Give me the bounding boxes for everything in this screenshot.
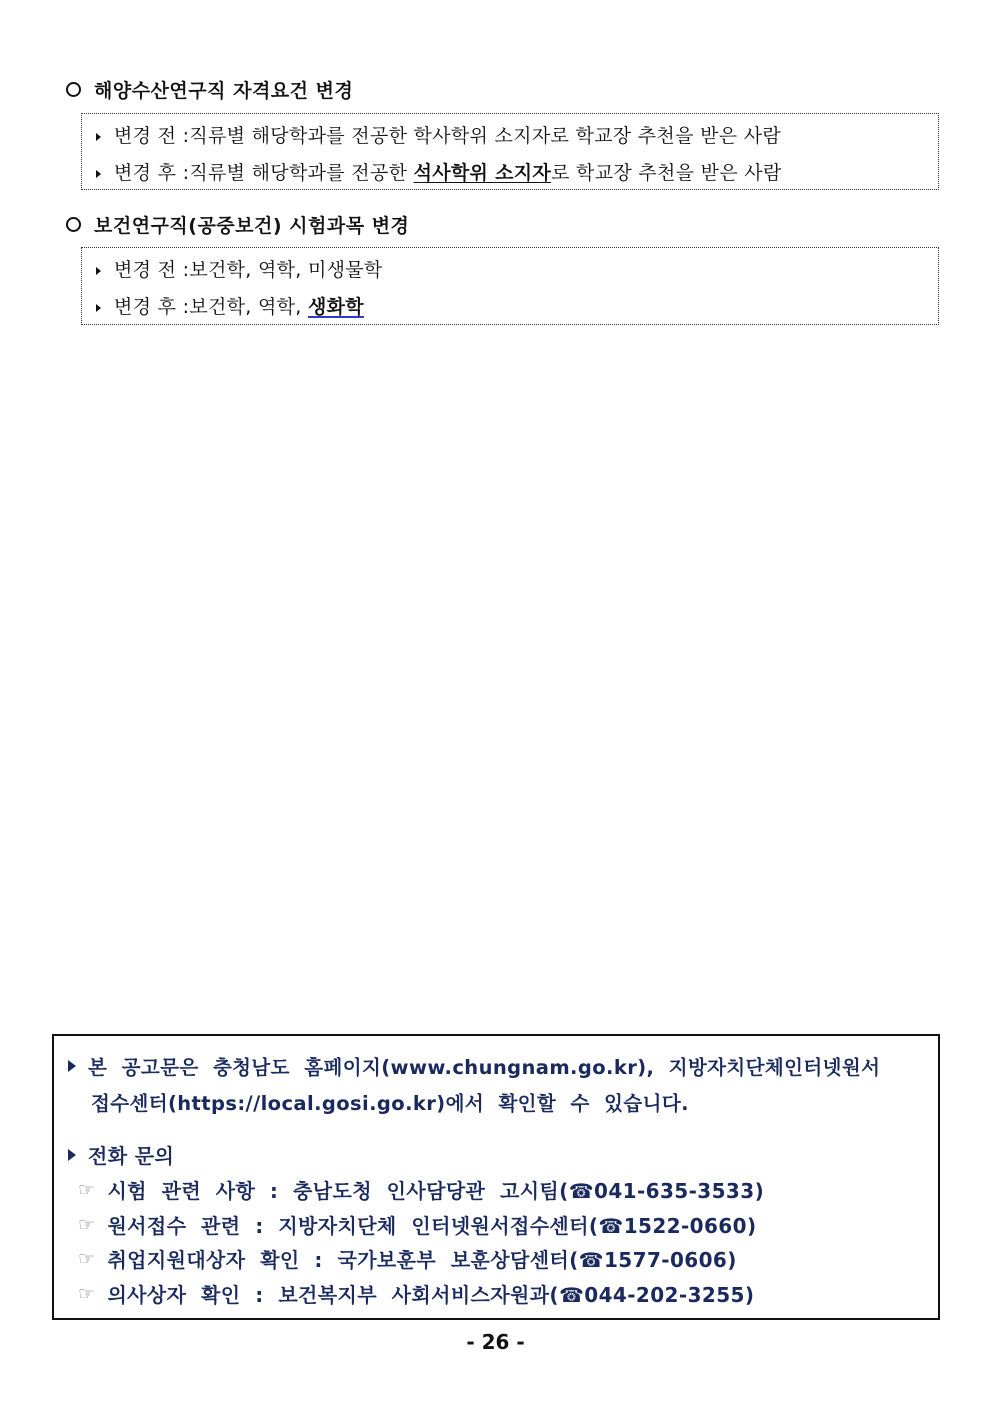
- triangle-bullet-icon: [96, 304, 101, 312]
- page-number: - 26 -: [466, 1330, 525, 1354]
- notice-line-2: [91, 1088, 689, 1116]
- notice-line-1: [68, 1052, 880, 1080]
- phone-inquiry-text: 전화 문의: [88, 1144, 175, 1168]
- before-text: 보건학, 역학, 미생물학: [189, 259, 383, 281]
- triangle-bullet-icon: [68, 1060, 76, 1072]
- notice-box: [52, 1034, 940, 1320]
- after-text-pre: 직류별 해당학과를 전공한: [189, 162, 414, 184]
- phone-inquiry-title: [68, 1140, 174, 1169]
- pointing-hand-icon: ☞: [78, 1282, 96, 1305]
- before-label: 변경 전 :: [114, 125, 190, 147]
- contact-item: [78, 1279, 754, 1308]
- section-title-health: [66, 211, 409, 238]
- circle-bullet-icon: [66, 82, 81, 97]
- pointing-hand-icon: ☞: [78, 1178, 96, 1201]
- pointing-hand-icon: ☞: [78, 1247, 96, 1270]
- contact-text: 의사상자 확인 : 보건복지부 사회서비스자원과(☎044-202-3255): [107, 1283, 755, 1307]
- triangle-bullet-icon: [96, 267, 101, 275]
- section-title-marine: [66, 76, 353, 103]
- after-label: 변경 후 :: [114, 162, 190, 184]
- after-text-emphasis: 석사학위 소지자: [413, 162, 552, 184]
- circle-bullet-icon: [66, 217, 81, 232]
- after-text-post: 로 학교장 추천을 받은 사람: [551, 162, 782, 184]
- contact-item: [78, 1244, 737, 1273]
- change-before-line: [94, 252, 938, 289]
- notice-text-2: 접수센터(https://local.gosi.go.kr)에서 확인할 수 있습니다.: [91, 1092, 689, 1115]
- change-box-marine: [81, 113, 939, 190]
- after-text-pre: 보건학, 역학,: [189, 296, 308, 318]
- change-before-line: [94, 118, 938, 155]
- change-box-health: [81, 247, 939, 325]
- before-label: 변경 전 :: [114, 259, 190, 281]
- after-label: 변경 후 :: [114, 296, 190, 318]
- section-title-text: 해양수산연구직 자격요건 변경: [94, 80, 354, 102]
- pointing-hand-icon: ☞: [78, 1213, 96, 1236]
- contact-item: [78, 1210, 756, 1239]
- contact-text: 원서접수 관련 : 지방자치단체 인터넷원서접수센터(☎1522-0660): [107, 1214, 757, 1238]
- change-after-line: [94, 289, 938, 326]
- notice-text-1: 본 공고문은 충청남도 홈페이지(www.chungnam.go.kr), 지방자치단체인터넷원서: [88, 1056, 881, 1079]
- triangle-bullet-icon: [96, 170, 101, 178]
- triangle-bullet-icon: [96, 133, 101, 141]
- triangle-bullet-icon: [68, 1149, 76, 1161]
- after-text-emphasis: 생화학: [307, 296, 364, 318]
- contact-item: [78, 1175, 764, 1204]
- section-title-text: 보건연구직(공중보건) 시험과목 변경: [94, 215, 410, 237]
- change-after-line: [94, 155, 938, 192]
- before-text: 직류별 해당학과를 전공한 학사학위 소지자로 학교장 추천을 받은 사람: [189, 125, 782, 147]
- contact-text: 시험 관련 사항 : 충남도청 인사담당관 고시팀(☎041-635-3533): [107, 1179, 765, 1203]
- contact-text: 취업지원대상자 확인 : 국가보훈부 보훈상담센터(☎1577-0606): [107, 1248, 737, 1272]
